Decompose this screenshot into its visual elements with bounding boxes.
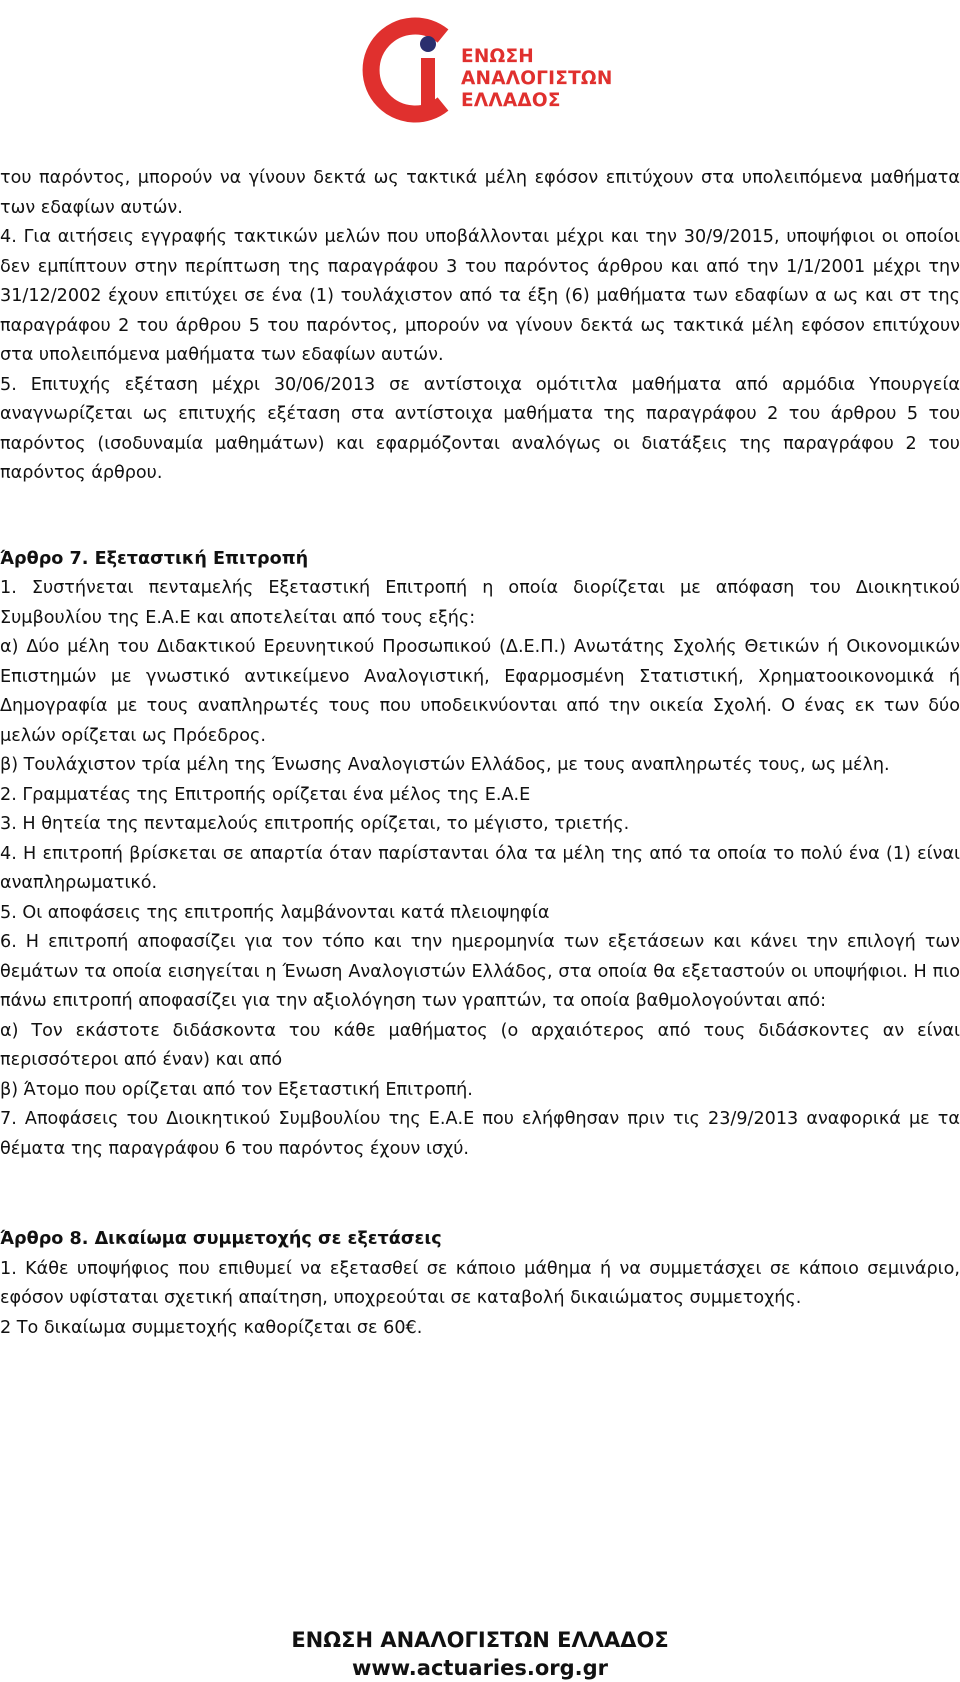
footer-website-link[interactable]: www.actuaries.org.gr [351,1656,609,1680]
page-footer [0,1626,960,1682]
logo-line-1: ΕΝΩΣΗ [461,46,534,67]
paragraph: α) Τον εκάστοτε διδάσκοντα του κάθε μαθήματος (ο αρχαιότερος από τους διδάσκοντες αν είναι περισσότεροι από έναν) και από [0,1020,960,1070]
paragraph: 5. Οι αποφάσεις της επιτροπής λαμβάνονται κατά πλειοψηφία [0,902,550,923]
paragraph: β) Τουλάχιστον τρία μέλη της Ένωσης Αναλογιστών Ελλάδος, με τους αναπληρωτές τους, ως μέλη. [0,755,890,775]
article-8-heading: Άρθρο 8. Δικαίωμα συμμετοχής σε εξετάσεις [0,1229,442,1249]
paragraph: 5. Επιτυχής εξέταση μέχρι 30/06/2013 σε αντίστοιχα ομότιτλα μαθήματα από αρμόδια Υπουργεία αναγνωρίζεται ως επιτυχής εξέταση στα αντίστοιχα μαθήματα της παραγράφου 2 του άρθρου 5 του παρόντος (ισοδυναμία μαθημάτων) και εφαρμόζονται αναλόγως οι διατάξεις της παραγράφου 2 του παρόντος άρθρου. [0,374,960,483]
paragraph: 3. Η θητεία της πενταμελούς επιτροπής ορίζεται, το μέγιστο, τριετής. [0,814,630,834]
footer-organization: ΕΝΩΣΗ ΑΝΑΛΟΓΙΣΤΩΝ ΕΛΛΑΔΟΣ [291,1628,669,1652]
paragraph: α) Δύο μέλη του Διδακτικού Ερευνητικού Προσωπικού (Δ.Ε.Π.) Ανωτάτης Σχολής Θετικών ή Οικονομικών Επιστημών με γνωστικό αντικείμενο Αναλογιστική, Εφαρμοσμένη Στατιστική, Χρηματοοικονομικά ή Δημογραφία με τους αναπληρωτές τους που υποδεικνύονται από την οικεία Σχολή. Ο ένας εκ των δύο μελών ορίζεται ως Πρόεδρος. [0,637,960,746]
paragraph: 1. Συστήνεται πενταμελής Εξεταστική Επιτροπή η οποία διορίζεται με απόφαση του Διοικητικού Συμβουλίου της Ε.Α.Ε και αποτελείται από τους εξής: [0,578,960,628]
section-spacer [0,1164,960,1225]
paragraph: 1. Κάθε υποψήφιος που επιθυμεί να εξετασθεί σε κάποιο μάθημα ή να συμμετάσχει σε κάποιο σεμινάριο, εφόσον υφίσταται σχετική απαίτηση, υποχρεούται σε καταβολή δικαιώματος συμμετοχής. [0,1258,960,1308]
logo-line-2: ΑΝΑΛΟΓΙΣΤΩΝ [461,68,613,89]
actuaries-logo-icon [355,14,465,124]
paragraph: του παρόντος, μπορούν να γίνουν δεκτά ως τακτικά μέλη εφόσον επιτύχουν στα υπολειπόμενα μαθήματα των εδαφίων αυτών. [0,168,960,218]
paragraph: 4. Για αιτήσεις εγγραφής τακτικών μελών που υποβάλλονται μέχρι και την 30/9/2015, υποψήφιοι οι οποίοι δεν εμπίπτουν στην περίπτωση της παραγράφου 3 του παρόντος άρθρου και από την 1/1/2001 μέχρι την 31/12/2002 έχουν επιτύχει σε ένα (1) τουλάχιστον από τα έξη (6) μαθήματα των εδαφίων α ως και στ της παραγράφου 2 του άρθρου 5 του παρόντος, μπορούν να γίνουν δεκτά ως τακτικά μέλη εφόσον επιτύχουν στα υπολειπόμενα μαθήματα των εδαφίων αυτών. [0,227,960,365]
article-7-heading: Άρθρο 7. Εξεταστική Επιτροπή [0,548,309,569]
logo-line-3: ΕΛΛΑΔΟΣ [461,90,561,111]
logo-wordmark [461,46,613,112]
organization-logo [355,14,613,134]
paragraph: 2. Γραμματέας της Επιτροπής ορίζεται ένα μέλος της Ε.Α.Ε [0,784,531,805]
paragraph: 4. Η επιτροπή βρίσκεται σε απαρτία όταν παρίστανται όλα τα μέλη της από τα οποία το πολύ ένα (1) είναι αναπληρωματικό. [0,843,960,893]
paragraph: β) Άτομο που ορίζεται από τον Εξεταστική Επιτροπή. [0,1079,473,1100]
paragraph: 2 Το δικαίωμα συμμετοχής καθορίζεται σε 60€. [0,1317,423,1338]
document-body [0,164,960,1343]
paragraph: 7. Αποφάσεις του Διοικητικού Συμβουλίου της Ε.Α.Ε που ελήφθησαν πριν τις 23/9/2013 αναφορικά με τα θέματα της παραγράφου 6 του παρόντος έχουν ισχύ. [0,1109,960,1159]
section-spacer [0,489,960,545]
paragraph: 6. Η επιτροπή αποφασίζει για τον τόπο και την ημερομηνία των εξετάσεων και κάνει την επιλογή των θεμάτων τα οποία εισηγείται η Ένωση Αναλογιστών Ελλάδος, στα οποία θα εξεταστούν οι υποψήφιοι. Η πιο πάνω επιτροπή αποφασίζει για την αξιολόγηση των γραπτών, τα οποία βαθμολογούνται από: [0,932,960,1011]
